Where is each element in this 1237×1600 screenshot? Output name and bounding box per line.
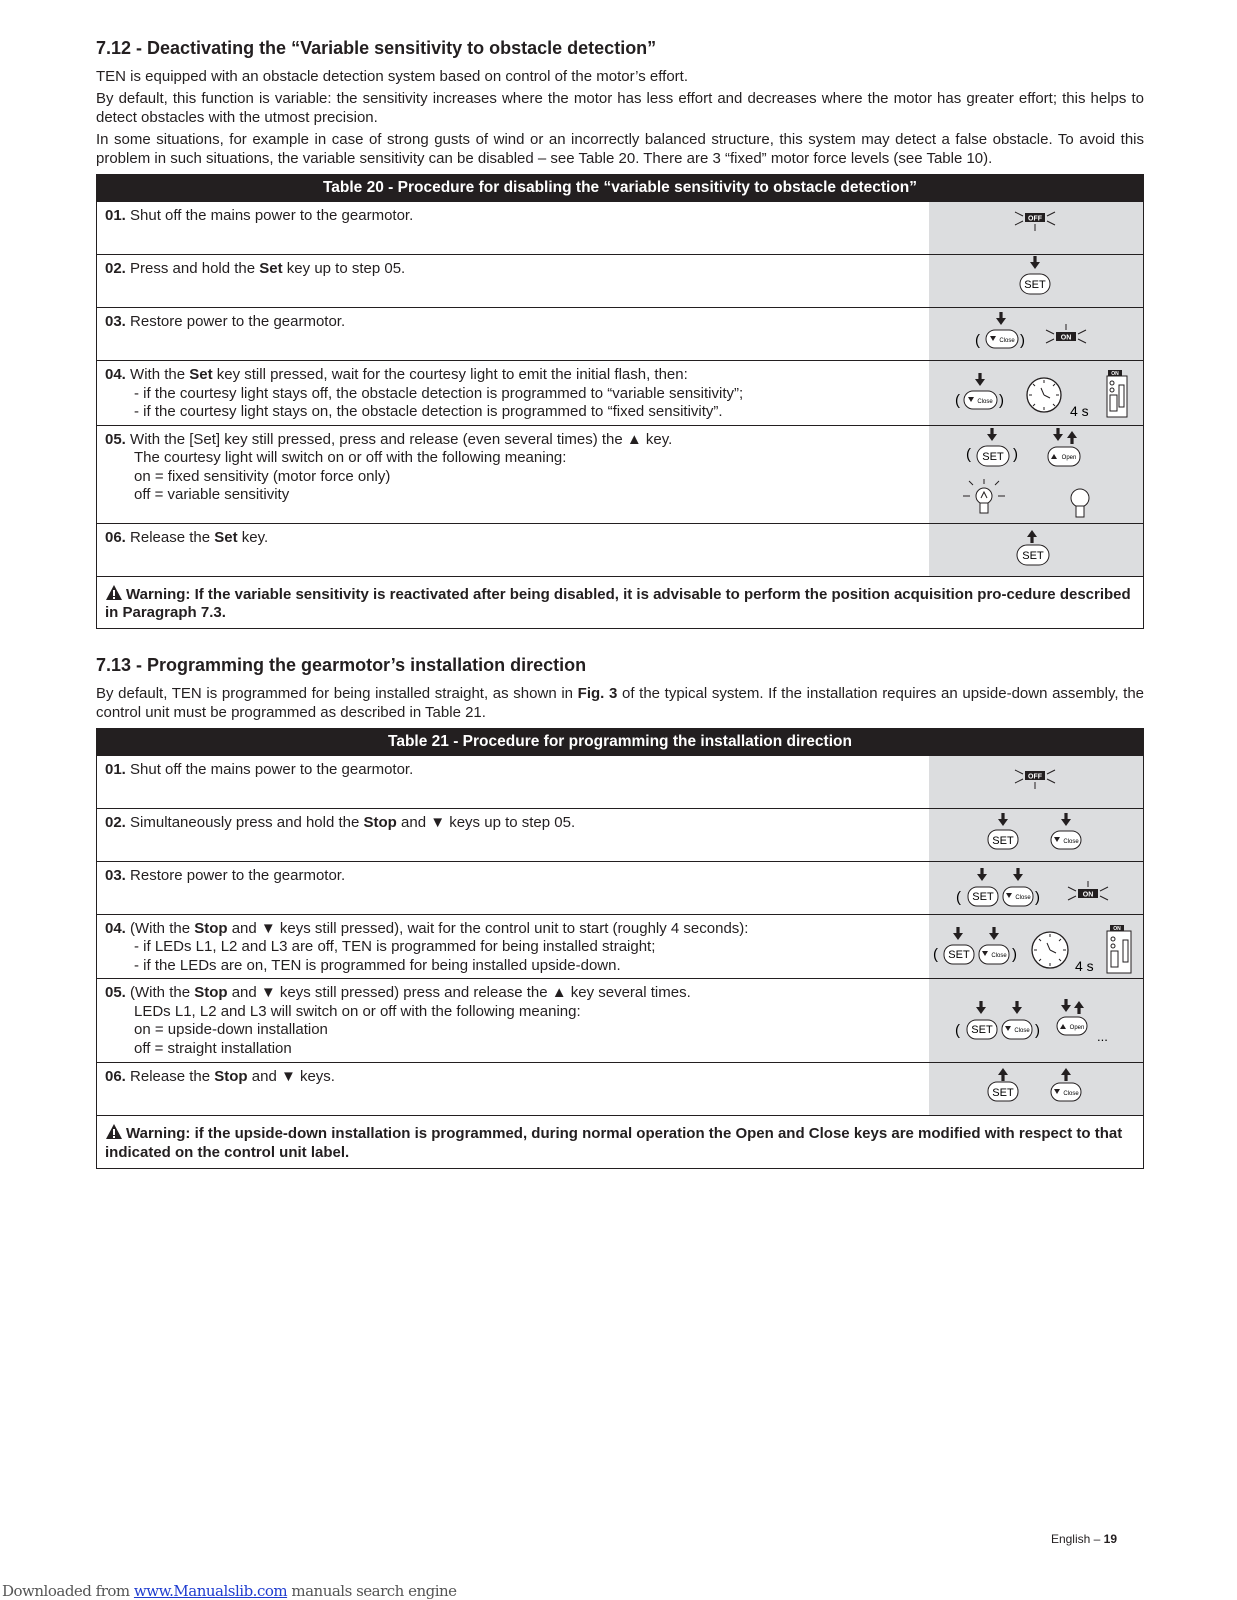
step-illustration — [929, 914, 1144, 979]
control-unit-icon — [1107, 370, 1127, 417]
table-row — [97, 979, 1144, 1063]
key-name: Set — [259, 260, 283, 277]
arrow-down-icon — [1013, 868, 1023, 881]
open-key-press-icon — [929, 979, 1143, 1062]
step-number: 01. — [105, 207, 126, 224]
table-row — [97, 361, 1144, 426]
step-text — [97, 308, 930, 361]
arrow-down-icon — [987, 428, 997, 441]
arrow-down-icon — [1012, 1001, 1022, 1014]
step-number: 01. — [105, 760, 126, 778]
key-name: Set — [189, 366, 213, 383]
step-text — [97, 755, 930, 808]
warning-text: Warning: If the variable sensitivity is reactivated after being disabled, it is advisable to perform the position acquisition pro-cedure described in Paragraph 7.3. — [105, 585, 1131, 621]
step-illustration — [929, 361, 1144, 426]
step-text — [97, 255, 930, 308]
svg-text:Close: Close — [1014, 1028, 1030, 1034]
table-row — [97, 255, 1144, 308]
step-text — [97, 861, 930, 914]
manualslib-link[interactable]: www.Manualslib.com — [133, 1582, 288, 1600]
step-label: With the [Set] key still pressed, press and release (even several times) the ▲ key. — [130, 430, 673, 448]
section-7-13-title: 7.13 - Programming the gearmotor’s installation direction — [96, 654, 587, 675]
step-number: 03. — [105, 313, 126, 330]
arrow-down-icon — [977, 868, 987, 881]
arrow-up-icon — [1061, 1068, 1071, 1081]
table-row — [97, 576, 1144, 628]
arrow-up-icon — [998, 1068, 1008, 1081]
svg-text:ON: ON — [1082, 891, 1094, 898]
paragraph: In some situations, for example in case of strong gusts of wind or an incorrectly balanced structure, this system may detect a false obstacle. To avoid this problem in such situations, the variable sensitivity can be disabled – see Table 20. There are 3 “fixed” motor force levels (see Table 10). — [96, 131, 1144, 167]
step-text — [97, 425, 930, 523]
table-row — [97, 425, 1144, 523]
close-key-label: Close — [977, 399, 993, 405]
svg-text:Close: Close — [1063, 1091, 1079, 1097]
svg-text:): ) — [1012, 945, 1017, 963]
svg-text:): ) — [999, 392, 1004, 409]
step-detail: - if LEDs L1, L2 and L3 are off, TEN is programmed for being installed straight; — [134, 938, 656, 955]
table-row — [97, 755, 1144, 808]
step-illustration — [929, 1063, 1144, 1116]
arrow-up-icon — [1067, 431, 1077, 444]
step-label: key. — [237, 528, 269, 546]
step-label: With the — [130, 366, 190, 383]
step-detail: on = upside-down installation — [134, 1021, 328, 1038]
footer-language: English – — [1050, 1532, 1104, 1546]
arrow-down-icon — [1030, 256, 1040, 269]
power-off-icon — [929, 202, 1143, 254]
step-detail: - if the courtesy light stays on, the obstacle detection is programmed to “fixed sensitivity”. — [134, 403, 723, 420]
step-detail: - if the LEDs are on, TEN is programmed for being installed upside-down. — [134, 956, 621, 974]
on-label: ON — [1060, 334, 1072, 342]
repeat-ellipsis: ... — [1097, 1029, 1108, 1044]
step-text: 05. (With the Stop and ▼ keys still pressed) press and release the ▲ key several times. LEDs L1, L2 and L3 will switch on or off with the following meaning: on = upside-down installation off = straight installation — [97, 979, 930, 1063]
svg-text:(: ( — [955, 392, 960, 409]
warning-text: Warning: if the upside-down installation is programmed, during normal operation the Open and Close keys are modified with respect to that indicated on the control unit label. — [105, 1125, 1123, 1161]
warning-note — [97, 1116, 1144, 1169]
step-illustration — [929, 425, 1144, 523]
paragraph: By default, TEN is programmed for being installed straight, as shown in Fig. 3 of the typical system. If the installation requires an upside-down assembly, the control unit must be programmed as described in Table 21. — [96, 684, 1145, 721]
open-key-label: Open — [1061, 454, 1077, 461]
close-key-label: Close — [999, 338, 1015, 344]
paragraph: By default, this function is variable: the sensitivity increases where the motor has less effort and decreases where the motor has greater effort; this helps to detect obstacles with the utmost precision. — [96, 90, 1144, 126]
clock-icon — [1032, 932, 1068, 968]
key-name: Stop — [363, 813, 397, 831]
step-number: 05. — [105, 430, 126, 448]
wait-start-icon — [929, 915, 1143, 978]
light-bulb-off-icon — [1071, 489, 1089, 517]
arrow-down-icon — [1053, 428, 1063, 441]
arrow-down-icon — [989, 927, 999, 940]
warning-icon — [105, 584, 123, 601]
download-notice: Downloaded from www.Manualslib.com manuals search engine — [2, 1582, 457, 1600]
svg-text:): ) — [1035, 1022, 1040, 1039]
step-number: 06. — [105, 1068, 126, 1085]
step-detail: on = fixed sensitivity (motor force only) — [134, 467, 391, 485]
stop-close-release-icon — [929, 1063, 1143, 1115]
step-number: 05. — [105, 984, 126, 1001]
duration-label: 4 s — [1075, 957, 1094, 974]
set-key-release-icon — [929, 524, 1143, 576]
arrow-down-icon — [976, 1001, 986, 1014]
svg-text:(: ( — [966, 445, 971, 463]
svg-text:(: ( — [956, 888, 961, 906]
arrow-down-icon — [975, 373, 985, 386]
svg-text:(: ( — [955, 1022, 960, 1039]
step-label: key up to step 05. — [282, 260, 406, 277]
table-row — [97, 914, 1144, 979]
light-bulb-on-icon — [963, 479, 1005, 513]
restore-power-icon — [929, 308, 1143, 360]
table-row — [97, 1063, 1144, 1116]
power-off-icon — [929, 756, 1143, 808]
svg-text:): ) — [1013, 445, 1018, 463]
table-row — [97, 523, 1144, 576]
svg-text:SET: SET — [992, 834, 1014, 847]
arrow-down-icon — [998, 813, 1008, 826]
duration-label: 4 s — [1070, 403, 1089, 419]
open-key-press-icon — [929, 426, 1143, 523]
step-label: key still pressed, wait for the courtesy light to emit the initial flash, then: — [212, 366, 688, 383]
stop-close-press-icon — [929, 809, 1143, 861]
step-illustration — [929, 808, 1144, 861]
step-text — [97, 202, 930, 255]
warning-note — [97, 576, 1144, 628]
svg-text:SET: SET — [972, 890, 994, 903]
step-label: Restore power to the gearmotor. — [130, 313, 346, 330]
svg-text:Close: Close — [1015, 894, 1031, 901]
step-label: Release the — [130, 528, 215, 546]
set-key-label: SET — [982, 450, 1004, 463]
svg-text:SET: SET — [971, 1024, 993, 1036]
step-detail: LEDs L1, L2 and L3 will switch on or off with the following meaning: — [134, 1002, 581, 1020]
svg-text:Open: Open — [1069, 1025, 1085, 1031]
section-7-12-title: 7.12 - Deactivating the “Variable sensitivity to obstacle detection” — [96, 38, 657, 58]
step-number: 04. — [105, 366, 126, 383]
set-key-label: SET — [1024, 279, 1046, 291]
step-number: 02. — [105, 260, 126, 277]
step-illustration — [929, 202, 1144, 255]
warning-icon — [105, 1123, 123, 1140]
svg-text:ON: ON — [1113, 925, 1121, 932]
arrow-up-icon — [1027, 530, 1037, 543]
page-number: 19 — [1103, 1532, 1117, 1546]
key-name: Stop — [194, 984, 228, 1001]
arrow-down-icon — [1061, 999, 1071, 1012]
step-text: 02. Simultaneously press and hold the Stop and ▼ keys up to step 05. — [97, 808, 930, 861]
table-21-title: Table 21 - Procedure for programming the installation direction — [97, 728, 1144, 755]
svg-text:Close: Close — [1063, 838, 1079, 845]
svg-text:): ) — [1020, 332, 1025, 349]
paragraph: TEN is equipped with an obstacle detection system based on control of the motor’s effort. — [96, 68, 688, 85]
arrow-up-icon — [1074, 1001, 1084, 1014]
step-illustration — [929, 755, 1144, 808]
set-key-label: SET — [1022, 549, 1044, 562]
step-number: 06. — [105, 528, 126, 546]
page — [96, 38, 1144, 1169]
svg-text:SET: SET — [948, 948, 970, 961]
step-number: 02. — [105, 813, 126, 831]
off-label: OFF — [1028, 215, 1042, 223]
step-detail: The courtesy light will switch on or off with the following meaning: — [134, 449, 567, 466]
svg-text:(: ( — [975, 332, 980, 349]
svg-text:(: ( — [933, 945, 938, 963]
step-label: Shut off the mains power to the gearmotor. — [130, 207, 414, 224]
step-label: Press and hold the — [130, 260, 260, 277]
table-row — [97, 202, 1144, 255]
svg-text:Close: Close — [991, 952, 1007, 959]
clock-icon — [1027, 378, 1061, 412]
step-text: 04. (With the Stop and ▼ keys still pressed), wait for the control unit to start (roughly 4 seconds): - if LEDs L1, L2 and L3 are off, TEN is programmed for being installed straight; - if the LEDs are on, TEN is programmed for being installed upside-down. — [97, 914, 930, 979]
table-row — [97, 861, 1144, 914]
arrow-down-icon — [996, 312, 1006, 325]
table-21 — [96, 728, 1144, 1170]
key-name: Stop — [214, 1068, 248, 1085]
table-20-title: Table 20 - Procedure for disabling the “variable sensitivity to obstacle detection” — [97, 175, 1144, 202]
step-text: 06. Release the Stop and ▼ keys. — [97, 1063, 930, 1116]
page-footer — [1051, 1532, 1117, 1546]
step-illustration — [929, 308, 1144, 361]
control-unit-icon — [1107, 925, 1131, 973]
table-row — [97, 1116, 1144, 1169]
svg-text:OFF: OFF — [1028, 773, 1042, 780]
step-text — [97, 523, 930, 576]
step-text — [97, 361, 930, 426]
set-key-press-icon — [929, 255, 1143, 307]
step-illustration — [929, 979, 1144, 1063]
table-row — [97, 808, 1144, 861]
table-row — [97, 308, 1144, 361]
step-label: Shut off the mains power to the gearmotor. — [130, 760, 414, 778]
restore-power-icon — [929, 862, 1143, 914]
step-illustration — [929, 255, 1144, 308]
step-illustration — [929, 861, 1144, 914]
table-20 — [96, 174, 1144, 629]
svg-text:SET: SET — [992, 1087, 1014, 1099]
step-number: 04. — [105, 919, 126, 937]
step-number: 03. — [105, 866, 126, 884]
key-name: Set — [214, 528, 238, 546]
arrow-down-icon — [953, 927, 963, 940]
step-detail: off = straight installation — [134, 1039, 292, 1057]
step-detail: - if the courtesy light stays off, the obstacle detection is programmed to “variable sensitivity”; — [134, 384, 744, 402]
wait-flash-icon — [929, 361, 1143, 424]
svg-text:): ) — [1035, 888, 1040, 906]
step-detail: off = variable sensitivity — [134, 486, 290, 503]
arrow-down-icon — [1061, 813, 1071, 826]
svg-text:ON: ON — [1111, 371, 1119, 377]
step-label: Restore power to the gearmotor. — [130, 866, 346, 884]
step-illustration — [929, 523, 1144, 576]
key-name: Stop — [194, 919, 228, 937]
